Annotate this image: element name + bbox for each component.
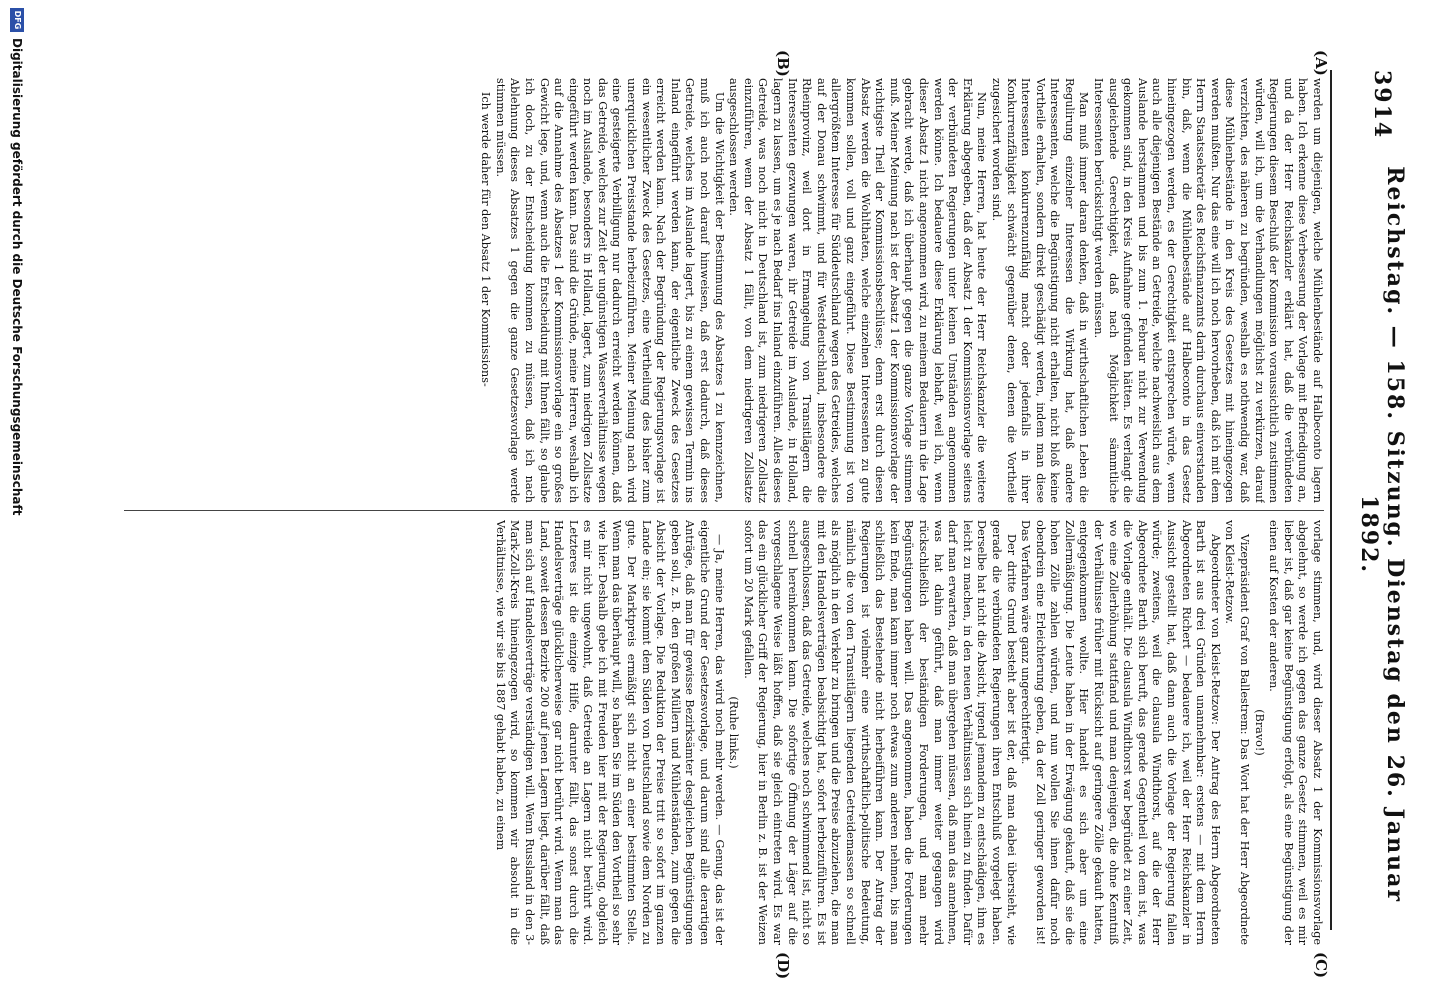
right-column — [29, 520, 1324, 945]
left-column — [29, 78, 1324, 503]
paragraph: vorlage stimmen, und, wird dieser Absatz 1 der Kommissionsvorlage abgelehnt, so werde ich gegen das ganze Gesetz stimmen, weil es mir lieber ist, daß gar keine Begünstigung erfolgt, als eine Begünstigung der einen auf Kosten der anderen. — [1267, 520, 1324, 945]
column-divider — [124, 510, 1324, 511]
applause-note: (Bravo!) — [1252, 709, 1266, 756]
page-number: 3914 — [1369, 70, 1395, 140]
margin-letter-b: (B) — [774, 50, 792, 77]
dfg-logo-icon: DFG — [10, 8, 24, 32]
paragraph: — Ja, meine Herren, das wird noch mehr werden. — Genug, das ist der eigentliche Grund der Gesetzesvorlage, und darum sind alle derartigen Anträge, daß man für gewisse Bezirksämter desgleichen Begünstigungen geben soll, z. B. den großen Müllern und Mühlenständen, zum gegen die Absicht der Vorlage. Die Reduktion der Preise tritt so sofort im ganzen Lande ein; sie kommt dem Süden von Deutschland sowie dem Norden zu gute. Der Marktpreis ermäßigt sich nicht an einer bestimmten Stelle. Wenn man das überhaupt will, so haben Sie im Süden den Vortheil so sehr wie hier. Deshalb gebe ich mit Freuden hier mit der Regierung, obgleich es mir nicht ungewohnt, daß Getreide an Lagern nicht berührt wird. Letzteres ist die einzige Hilfe, darunter fällt, das sonst durch die Handelsverträge glücklicherweise gar nicht berührt wird. Wenn man das Land, soweit dessen Bezirke 200 auf jenen Lagern liegt, darüber fällt, daß man sich auf Handelsverträge verständigen will. Wenn Russland in den 3-Mark-Zoll-Kreis hineingezogen wird, so kommen wir absolut in die Verhältnisse, wie wir sie bis 1887 gehabt haben, zu einem — [493, 520, 726, 945]
paragraph: Der dritte Grund besteht aber ist der, daß man dabei übersieht, wie gerade die verbündeten Regierungen ihren Entschluß vorgelegt haben. Derselbe hat nicht die Absicht, irgend jemandem zu entschädigen, ihm es leicht zu machen, in den neuen Verhältnissen sich hinein zu finden. Dafür darf man erwarten, daß man übergehen müssen, daß man das annehmen, was hat dahin geführt, daß man immer weiter gegangen wird rückschließlich der beständigen Forderungen, und man mehr Begünstigungen haben will. Das angenommen, haben die Forderungen kein Ende, man kann immer noch etwas zum anderen nehmen, bis man schließlich das Bestehende nicht herbeiführen kann. Der Antrag der Regierungen ist vielmehr eine wirthschaftlich-politische Bedeutung, nämlich die von den Transitlägern liegenden Getreidemassen so schnell als möglich in den Verkehr zu bringen und die Preise abzuziehen, die man mit den Handelsverträgen beabsichtigt hat, sofort herbeizuführen. Es ist ausgeschlossen, daß das Getreide, welches noch schwimmend ist, nicht so schnell hereinkommen kann. Die sofortige Öffnung der Läger auf die vorgeschlagene Weise läßt hoffen, daß sie gleich eintreten wird. Es war das ein glücklicher Griff der Regierung, hier in Berlin z. B. ist der Weizen sofort um 20 Mark gefallen. — [741, 520, 1018, 945]
paragraph: Um die Wichtigkeit der Bestimmung des Absatzes 1 zu kennzeichnen, muß ich auch noch darauf hinweisen, daß erst dadurch, daß dieses Getreide, welches im Auslande lagert, bis zu einem gewissen Termin ins Inland eingeführt werden kann, der eigentliche Zweck des Gesetzes erreicht werden kann. Nach der Begründung der Regierungsvorlage ist ein wesentlicher Zweck des Gesetzes, eine Vertheilung des bisher zum unerquicklichen Preisstande herbeizuführen. Meiner Meinung nach wird eine gesteigerte Verbilligung nur dadurch erreicht werden können, daß das Getreide, welches zur Zeit der ungünstigen Wasserverhältnisse wegen noch im Auslande, besonders in Holland, lagert, zum niedrigen Zollsatze eingeführt werden kann. Das sind die Gründe, meine Herren, weshalb ich auf die Annahme des Absatzes 1 der Kommissionsvorlage ein so großes Gewicht lege, und, wenn auch die Entscheidung mit Ihnen fällt, so glaube ich doch, zu der Entscheidung kommen zu müssen, daß ich nach Ablehnung dieses Absatzes 1 gegen die ganze Gesetzesvorlage werde stimmen müssen. — [493, 78, 726, 503]
paragraph: werden um diejenigen, welche Mühlenbestände auf Halbeconto lagern haben. Ich erkenne diese Verbesserung der Vorlage mit Befriedigung an, und da der Herr Reichskanzler erklärt hat, daß die verbündeten Regierungen diesem Beschluß der Kommission voraussichtlich zustimmen würden, will ich, um die Verhandlungen möglichst zu verkürzen, darauf verzichten, des näheren zu begründen, weshalb es nothwendig war, daß diese Mühlenbestände in den Kreis des Gesetzes mit hineingezogen werden mußten. Nur das eine will ich noch hervorheben, daß ich mit dem Herrn Staatssekretär des Reichsfinanzamts darin durchaus einverstanden bin, daß, wenn die Mühlenbestände auf Halbeconto in das Gesetz hineingezogen werden, es der Gerechtigkeit entsprechen würde, wenn auch alle diejenigen Bestände an Getreide, welche nachweislich aus dem Auslande herstammen und bis zum 1. Februar nicht zur Verwendung gekommen sind, in den Kreis Aufnahme gefunden hätten. Es verlangt die ausgleichende Gerechtigkeit, daß nach Möglichkeit sämmtliche Interessenten berücksichtigt werden müssen. — [1092, 78, 1324, 503]
interjection-note: (Ruhe links.) — [727, 696, 741, 769]
margin-letter-a: (A) — [1312, 50, 1330, 76]
header-rule — [1330, 70, 1332, 930]
paragraph: Abgeordneter von Kleist-Retzow: Der Antrag des Herrn Abgeordneten Barth ist aus drei Gründen unannehmbar: erstens — mit dem Herrn Abgeordneten Richert — bedauere ich, weil der Herr Reichskanzler in Aussicht gestellt hat, daß dann auch die Vorlage der Regierung fallen würde; zweitens, weil die clausula Windthorst, auf die der Herr Abgeordnete Barth sich beruft, das gerade Gegentheil von dem ist, was die Vorlage enthält. Die clausula Windthorst war begründet zu einer Zeit, wo eine Zollerhöhung stattfand und man denjenigen, die ohne Kenntniß der Verhältnisse früher mit Rücksicht auf geringere Zölle gekauft hatten, entgegenkommen wollte. Hier handelt es sich aber um eine Zollermäßigung. Die Leute haben in der Erwägung gekauft, daß sie die hohen Zölle zahlen würden, und nun wollen Sie ihnen dafür noch obendrein eine Erleichterung geben, da der Zoll geringer geworden ist! Das Verfahren wäre ganz ungerechtfertigt. — [1019, 520, 1222, 945]
page-header — [1332, 70, 1432, 930]
paragraph: Vizepräsident Graf von Ballestrem: Das Wort hat der Herr Abgeordnete von Kleist-Retzow. — [1223, 520, 1252, 945]
session-title: Reichstag. — 158. Sitzung. Dienstag den 26. Januar 1892. — [1356, 166, 1408, 903]
paragraph: Ich werde daher für den Absatz 1 der Kommissions- — [479, 92, 493, 387]
funding-note: Digitalisierung gefördert durch die Deutsche Forschungsgemeinschaft — [10, 38, 24, 516]
margin-letter-c: (C) — [1312, 952, 1330, 979]
paragraph: Man muß immer daran denken, daß in wirthschaftlichen Leben die Regulirung einzelner Interessen die Wirkung hat, daß andere Interessenten, welche die Begünstigung nicht erhalten, nicht bloß keine Vortheile erhalten, sondern direkt geschädigt werden, indem man diese Interessenten konkurrenzunfähig macht oder jedenfalls in ihrer Konkurrenzfähigkeit schwächt gegenüber denen, denen die Vortheile zugesichert worden sind. — [989, 78, 1091, 503]
paragraph: Nun, meine Herren, hat heute der Herr Reichskanzler die weitere Erklärung abgegeben, daß der Absatz 1 der Kommissionsvorlage seitens der verbündeten Regierungen unter keinen Umständen angenommen werden könne. Ich bedauere diese Erklärung lebhaft, weil ich, wenn dieser Absatz 1 nicht angenommen wird, zu meinem Bedauern in die Lage gebracht werde, daß ich überhaupt gegen die ganze Vorlage stimmen muß. Meiner Meinung nach ist der Absatz 1 der Kommissionsvorlage der wichtigste Theil der Kommissionsbeschlüsse; denn erst durch diesen Absatz werden die Wohlthaten, welche einzelnen Interessenten zu gute kommen sollen, voll und ganz eingeführt. Diese Bestimmung ist von allergrößtem Interesse für Süddeutschland wegen des Getreides, welches auf der Donau schwimmt, und für Westdeutschland, insbesondere die Rheinprovinz, weil dort in Ermangelung von Transitlägern die Interessenten gezwungen waren, ihr Getreide im Auslande, in Holland, lagern zu lassen, um es je nach Bedarf ins Inland einzuführen. Alles dieses Getreide, was noch nicht in Deutschland ist, zum niedrigeren Zollsatz einzuführen, wenn der Absatz 1 fällt, von dem niedrigeren Zollsatze ausgeschlossen werden. — [727, 78, 989, 503]
margin-letter-d: (D) — [774, 952, 792, 980]
funding-footer — [0, 0, 34, 1000]
